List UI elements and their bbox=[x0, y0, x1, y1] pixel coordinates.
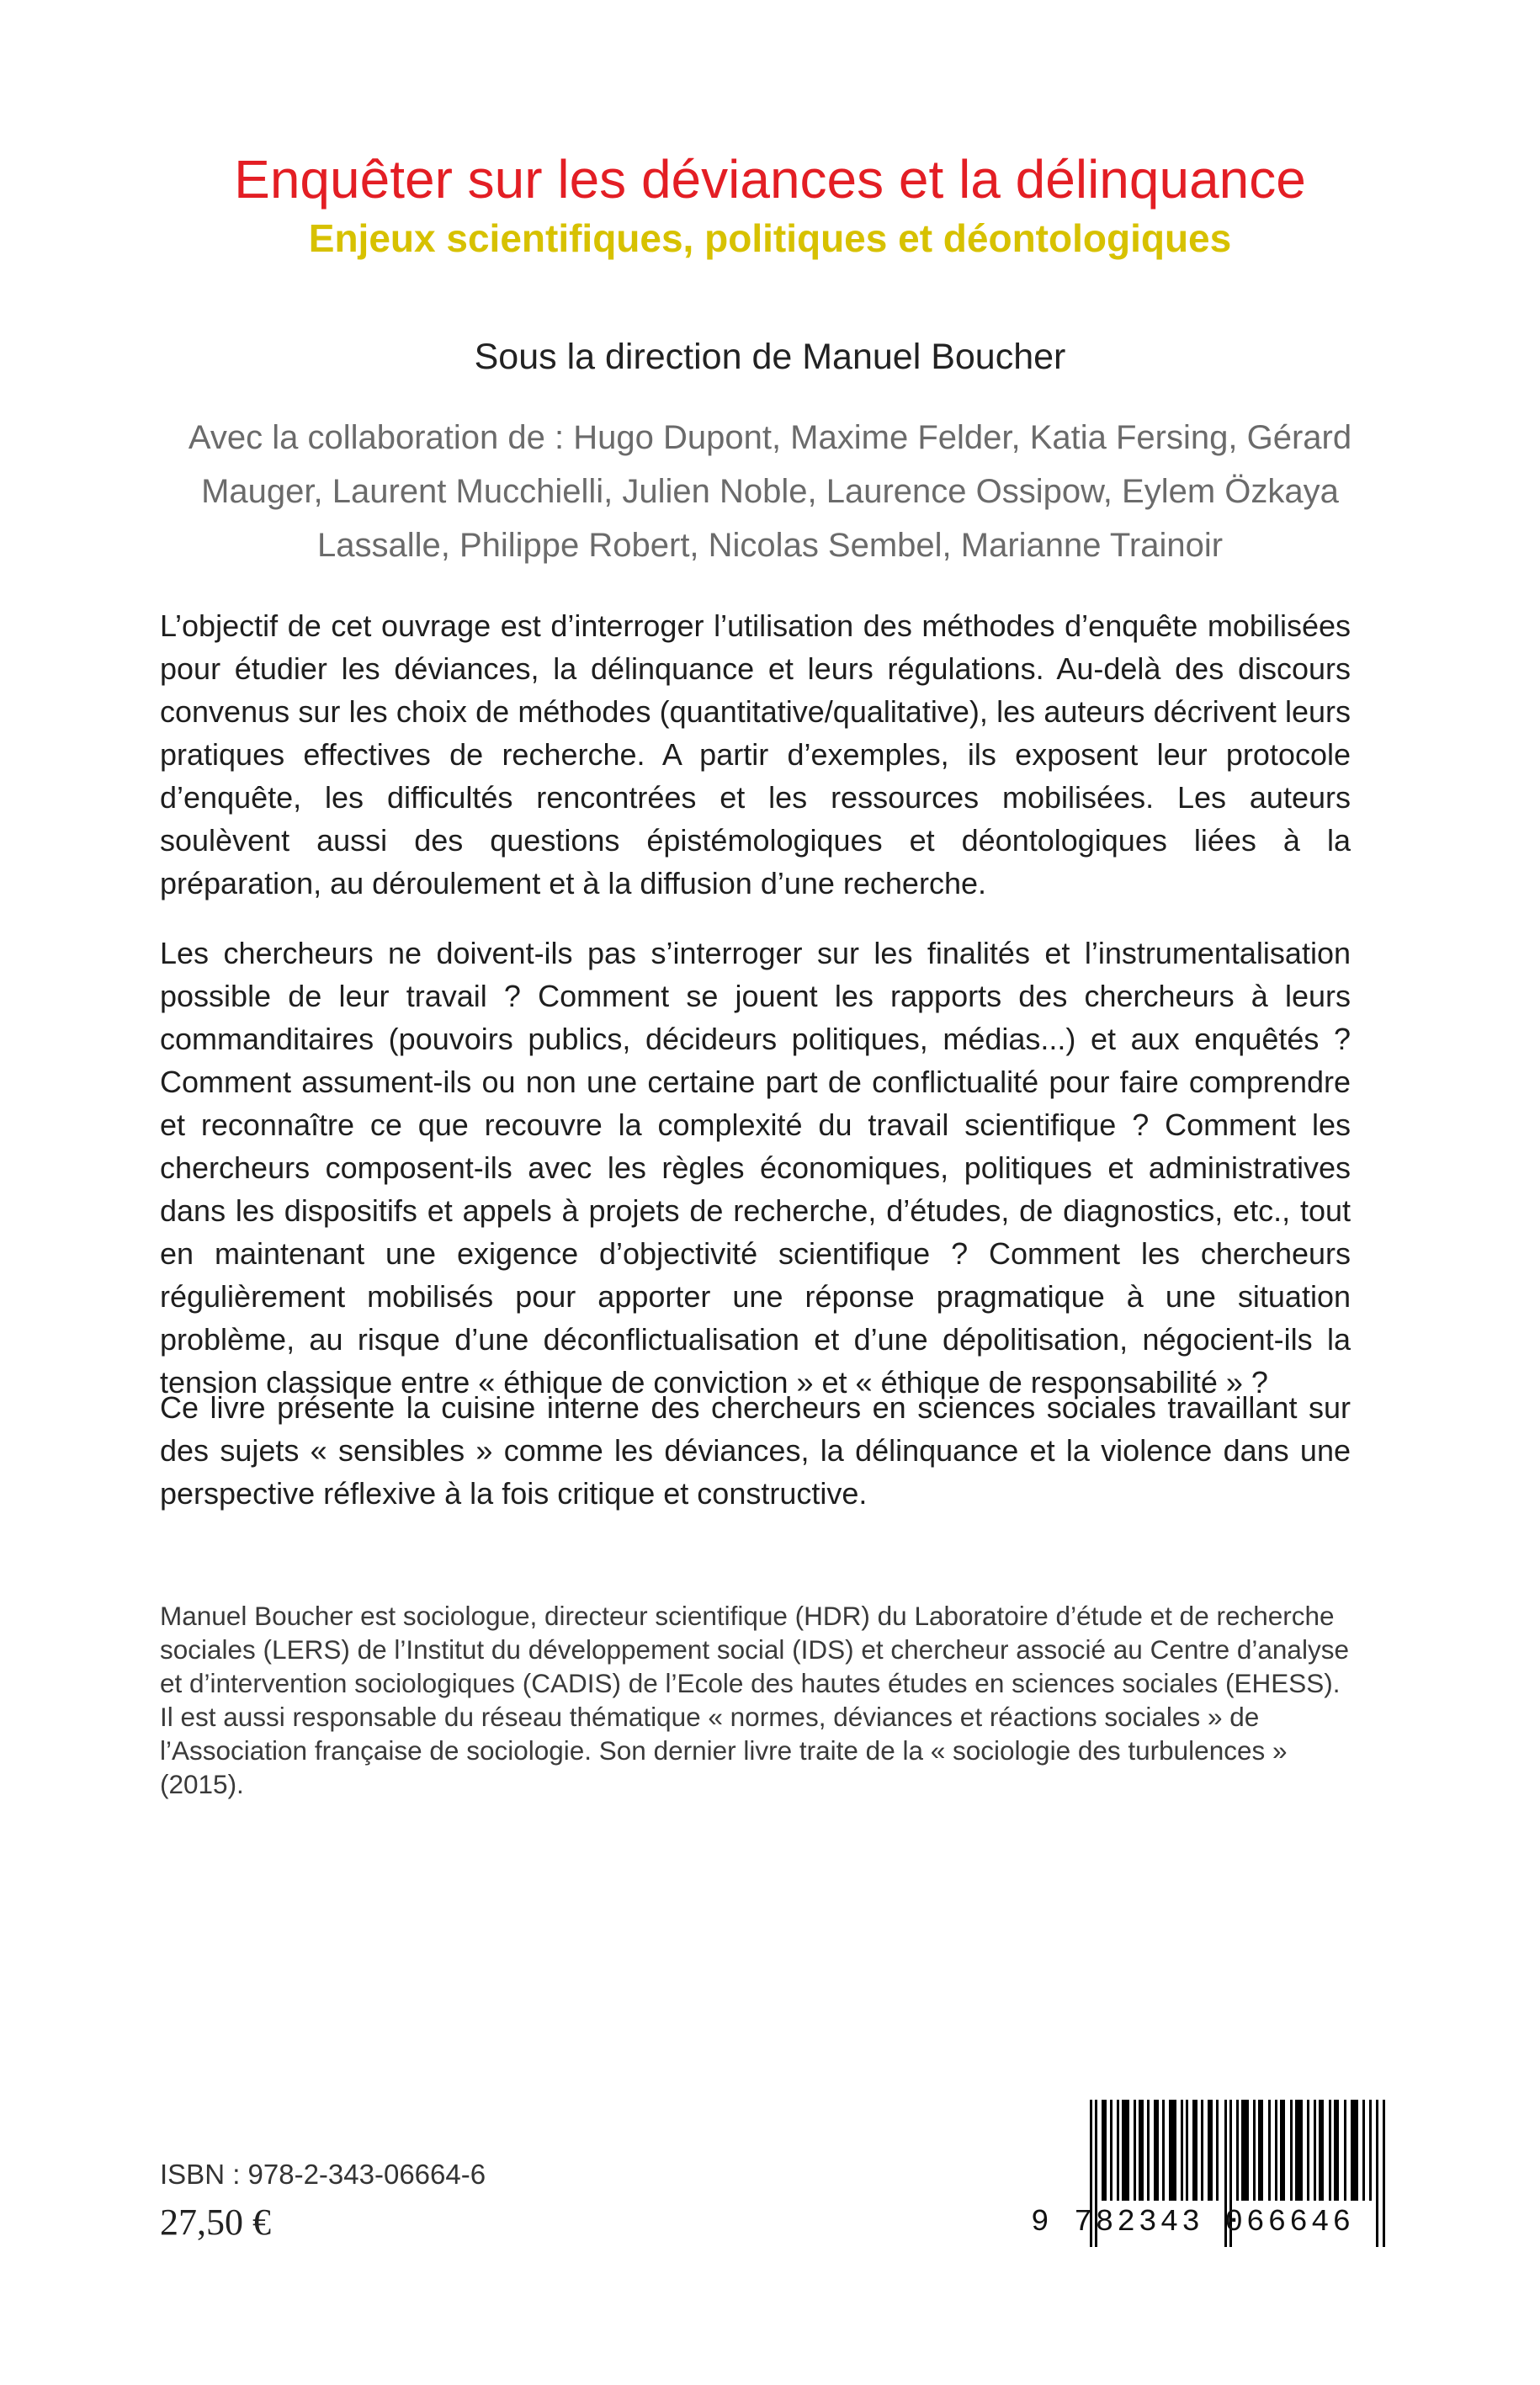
price-label: 27,50 € bbox=[160, 2202, 271, 2243]
book-title: Enquêter sur les déviances et la délinquance bbox=[234, 149, 1306, 210]
isbn-label: ISBN : 978-2-343-06664-6 bbox=[160, 2159, 486, 2190]
description-paragraph-2: Les chercheurs ne doivent-ils pas s’interroger sur les finalités et l’instrumentalisation possible de leur travail ? Comment se jouent les rapports des chercheurs à leurs commanditaires (pouvoirs publics, décideurs politiques, médias...) et aux enquêtés ? Comment assument-ils ou non une certaine part de conflictualité pour faire comprendre et reconnaître ce que recouvre la complexité du travail scientifique ? Comment les chercheurs composent-ils avec les règles économiques, politiques et administratives dans les dispositifs et appels à projets de recherche, d’études, de diagnostics, etc., tout en maintenant une exigence d’objectivité scientifique ? Comment les chercheurs régulièrement mobilisés pour apporter une réponse pragmatique à une situation problème, au risque d’une déconflictualisation et d’une dépolitisation, négocient-ils la tension classique entre « éthique de conviction » et « éthique de responsabilité » ? bbox=[160, 936, 1351, 1400]
author-biography: Manuel Boucher est sociologue, directeur scientifique (HDR) du Laboratoire d’étude et de recherche sociales (LERS) de l’Institut du développement social (IDS) et chercheur associé au Centre d’analyse et d’intervention sociologiques (CADIS) de l’Ecole des hautes études en sciences sociales (EHESS). Il est aussi responsable du réseau thématique « normes, déviances et réactions sociales » de l’Association française de sociologie. Son dernier livre traite de la « sociologie des turbulences » (2015). bbox=[160, 1601, 1349, 1799]
book-subtitle: Enjeux scientifiques, politiques et déontologiques bbox=[308, 216, 1232, 260]
collaborators-list: Avec la collaboration de : Hugo Dupont, Maxime Felder, Katia Fersing, Gérard Mauger, Laurent Mucchielli, Julien Noble, Laurence Ossipow, Eylem Özkaya Lassalle, Philippe Robert, Nicolas Sembel, Marianne Trainoir bbox=[188, 419, 1352, 564]
barcode-number: 9 782343 066646 bbox=[1031, 2205, 1355, 2239]
description-paragraph-3: Ce livre présente la cuisine interne des chercheurs en sciences sociales travaillant sur des sujets « sensibles » comme les déviances, la délinquance et la violence dans une perspective réflexive à la fois critique et constructive. bbox=[160, 1390, 1351, 1511]
editor-credit: Sous la direction de Manuel Boucher bbox=[474, 337, 1066, 377]
description-paragraph-1: L’objectif de cet ouvrage est d’interroger l’utilisation des méthodes d’enquête mobilisées pour étudier les déviances, la délinquance et leurs régulations. Au-delà des discours convenus sur les choix de méthodes (quantitative/qualitative), les auteurs décrivent leurs pratiques effectives de recherche. A partir d’exemples, ils exposent leur protocole d’enquête, les difficultés rencontrées et les ressources mobilisées. Les auteurs soulèvent aussi des questions épistémologiques et déontologiques liées à la préparation, au déroulement et à la diffusion d’une recherche. bbox=[160, 608, 1351, 900]
